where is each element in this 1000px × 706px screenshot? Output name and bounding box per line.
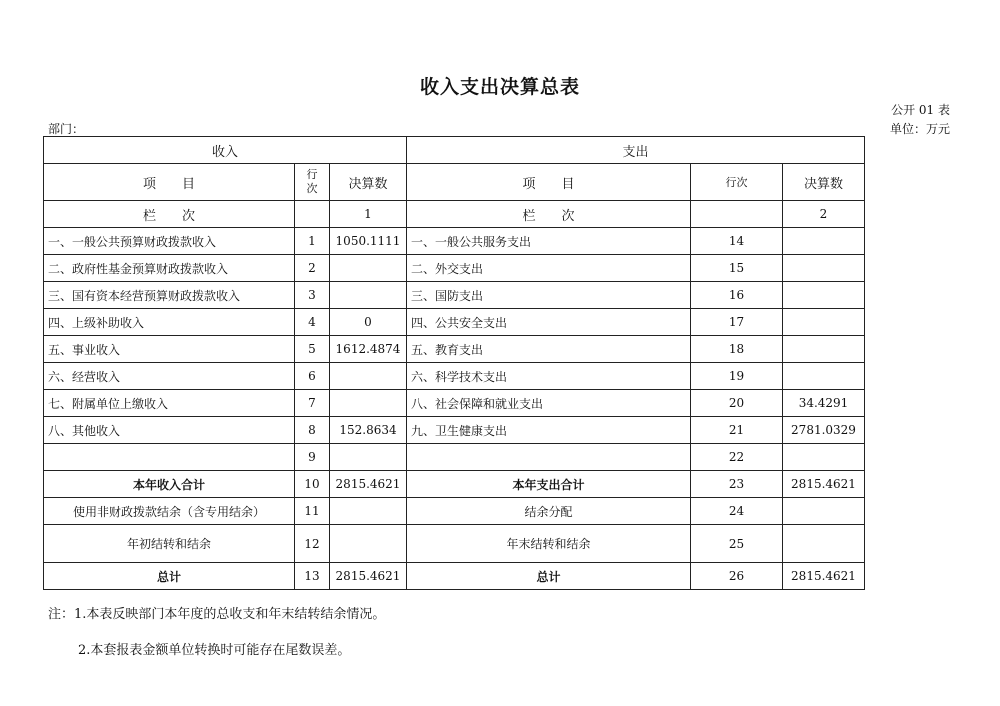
income-expense-table: [43, 136, 865, 590]
income-row-no: 9: [295, 444, 330, 471]
expense-item-header: 项 目: [407, 164, 691, 201]
income-row-no: 6: [295, 363, 330, 390]
expense-amount: [783, 309, 865, 336]
table-row: [44, 228, 865, 255]
income-row-no: 3: [295, 282, 330, 309]
expense-item: 九、卫生健康支出: [407, 417, 691, 444]
expense-subtotal-amount: 2815.4621: [783, 471, 865, 498]
income-row-no: 8: [295, 417, 330, 444]
lanci-row: [44, 201, 865, 228]
expense-row-no: 25: [691, 525, 783, 563]
table-row: [44, 444, 865, 471]
expense-lanci-no: [691, 201, 783, 228]
income-header: 收入: [44, 137, 407, 164]
subtotal-row: [44, 471, 865, 498]
expense-amount: [783, 255, 865, 282]
income-lanci-no: [295, 201, 330, 228]
expense-amount: [783, 525, 865, 563]
expense-amount: [783, 444, 865, 471]
expense-item: 一、一般公共服务支出: [407, 228, 691, 255]
unit-label: 单位：万元: [889, 122, 950, 136]
income-amount: [330, 390, 407, 417]
balance-row: [44, 525, 865, 563]
expense-amount: [783, 282, 865, 309]
expense-item: 三、国防支出: [407, 282, 691, 309]
table-row: [44, 363, 865, 390]
income-item: 七、附属单位上缴收入: [44, 390, 295, 417]
expense-row-no: 24: [691, 498, 783, 525]
income-item: 四、上级补助收入: [44, 309, 295, 336]
income-amount: [330, 282, 407, 309]
income-row-no: 1: [295, 228, 330, 255]
expense-balance-item: 年末结转和结余: [407, 525, 691, 563]
section-header-row: [44, 137, 865, 164]
income-subtotal-amount: 2815.4621: [330, 471, 407, 498]
expense-row-no: 19: [691, 363, 783, 390]
income-amount: 1050.1111: [330, 228, 407, 255]
income-item: 六、经营收入: [44, 363, 295, 390]
expense-total-amount: 2815.4621: [783, 563, 865, 590]
balance-row: [44, 498, 865, 525]
income-amount: [330, 444, 407, 471]
income-item: 三、国有资本经营预算财政拨款收入: [44, 282, 295, 309]
income-row-no: 5: [295, 336, 330, 363]
expense-row-no: 23: [691, 471, 783, 498]
expense-row-no: 26: [691, 563, 783, 590]
expense-item: 六、科学技术支出: [407, 363, 691, 390]
table-row: [44, 282, 865, 309]
income-balance-item: 年初结转和结余: [44, 525, 295, 563]
income-amount: [330, 255, 407, 282]
expense-subtotal-label: 本年支出合计: [407, 471, 691, 498]
expense-amount: [783, 228, 865, 255]
income-amount: 0: [330, 309, 407, 336]
notes: [48, 597, 385, 669]
form-number: 公开 01 表: [891, 103, 950, 117]
table-row: [44, 255, 865, 282]
table-row: [44, 336, 865, 363]
income-amount: [330, 498, 407, 525]
income-amount: [330, 525, 407, 563]
expense-amount: 34.4291: [783, 390, 865, 417]
expense-row-no: 14: [691, 228, 783, 255]
income-row-no: 13: [295, 563, 330, 590]
income-total-label: 总计: [44, 563, 295, 590]
expense-header: 支出: [407, 137, 865, 164]
expense-lanci-label: 栏 次: [407, 201, 691, 228]
income-item: 一、一般公共预算财政拨款收入: [44, 228, 295, 255]
income-amount: 152.8634: [330, 417, 407, 444]
expense-item: 二、外交支出: [407, 255, 691, 282]
expense-row-no: 20: [691, 390, 783, 417]
expense-amount: [783, 363, 865, 390]
total-row: [44, 563, 865, 590]
expense-row-no: 22: [691, 444, 783, 471]
income-row-no-header: 行 次: [295, 164, 330, 201]
expense-amount: 2781.0329: [783, 417, 865, 444]
expense-item: [407, 444, 691, 471]
page-title: 收入支出决算总表: [419, 76, 580, 98]
expense-item: 八、社会保障和就业支出: [407, 390, 691, 417]
expense-item: 四、公共安全支出: [407, 309, 691, 336]
expense-balance-item: 结余分配: [407, 498, 691, 525]
expense-total-label: 总计: [407, 563, 691, 590]
expense-row-no: 21: [691, 417, 783, 444]
expense-row-no-header: 行次: [691, 164, 783, 201]
income-row-no: 10: [295, 471, 330, 498]
income-row-no: 11: [295, 498, 330, 525]
expense-row-no: 18: [691, 336, 783, 363]
income-amount-header: 决算数: [330, 164, 407, 201]
expense-amount: [783, 498, 865, 525]
income-balance-item: 使用非财政拨款结余（含专用结余）: [44, 498, 295, 525]
note-2: 2.本套报表金额单位转换时可能存在尾数误差。: [78, 643, 351, 658]
note-1: 注：1.本表反映部门本年度的总收支和年末结转结余情况。: [48, 607, 386, 622]
income-lanci-label: 栏 次: [44, 201, 295, 228]
expense-row-no: 15: [691, 255, 783, 282]
income-amount: 1612.4874: [330, 336, 407, 363]
income-item: [44, 444, 295, 471]
expense-item: 五、教育支出: [407, 336, 691, 363]
table-row: [44, 309, 865, 336]
income-row-no: 2: [295, 255, 330, 282]
income-row-no: 12: [295, 525, 330, 563]
department-label: 部门：: [48, 122, 85, 136]
table-row: [44, 390, 865, 417]
income-item-header: 项 目: [44, 164, 295, 201]
income-row-no: 4: [295, 309, 330, 336]
income-item: 五、事业收入: [44, 336, 295, 363]
expense-column-number: 2: [783, 201, 865, 228]
income-row-no: 7: [295, 390, 330, 417]
income-item: 二、政府性基金预算财政拨款收入: [44, 255, 295, 282]
income-total-amount: 2815.4621: [330, 563, 407, 590]
income-subtotal-label: 本年收入合计: [44, 471, 295, 498]
income-amount: [330, 363, 407, 390]
column-header-row: [44, 164, 865, 201]
income-item: 八、其他收入: [44, 417, 295, 444]
expense-amount-header: 决算数: [783, 164, 865, 201]
expense-amount: [783, 336, 865, 363]
expense-row-no: 16: [691, 282, 783, 309]
income-column-number: 1: [330, 201, 407, 228]
expense-row-no: 17: [691, 309, 783, 336]
table-row: [44, 417, 865, 444]
